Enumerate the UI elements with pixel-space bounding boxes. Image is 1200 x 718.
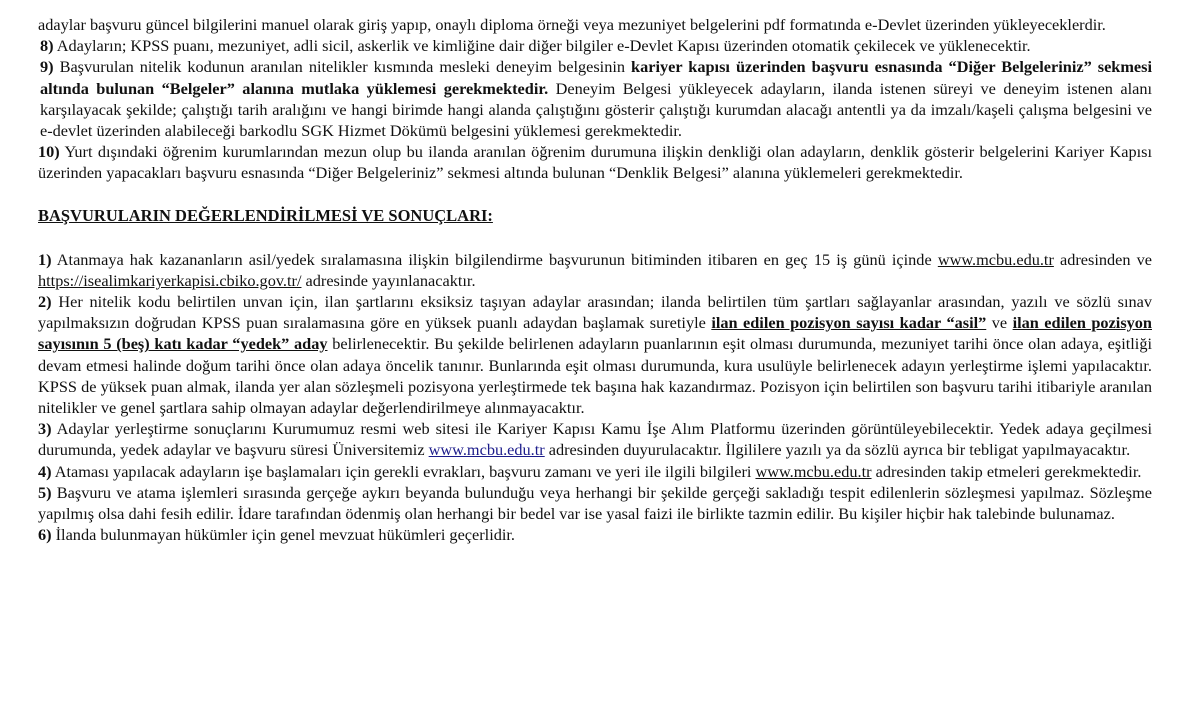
result-1-text: Atanmaya hak kazananların asil/yedek sıralamasına ilişkin bilgilendirme başvurunun bitiminden itibaren en geç 15 iş günü içinde: [51, 249, 938, 269]
result-3-number: 3): [38, 419, 52, 439]
result-3-text: Adaylar yerleştirme sonuçlarını Kurumumuz resmi web sitesi ile Kariyer Kapısı Kamu İşe Alım Platformu üzerinden görüntüleyebilecektir. Yedek adaya geçilmesi durumunda, yedek adaylar ve başvuru süresi Üniversitemiz: [38, 419, 1152, 460]
result-2-text-mid: ve: [986, 313, 1013, 333]
item-10-text: Yurt dışındaki öğrenim kurumlarından mezun olup bu ilanda aranılan öğrenim durumuna ilişkin denkliği olan adayların, denklik gösterir belgelerini Kariyer Kapısı üzerinden yapacakları başvuru esnasında “Diğer Belgeleriniz” sekmesi altında bulunan “Denklik Belgesi” alanına yüklemeleri gerekmektedir.: [38, 142, 1152, 183]
item-9: [38, 56, 1152, 141]
item-8-number: 8): [40, 36, 54, 56]
result-5: [38, 482, 1152, 524]
result-4-text-end: adresinden takip etmeleri gerekmektedir.: [871, 461, 1142, 481]
mcbu-website-link[interactable]: www.mcbu.edu.tr: [937, 249, 1054, 269]
item-9-text-continued: Deneyim Belgesi yükleyecek adayların, ilanda istenen süreyi ve deneyim istenen alanı karşılayacak şekilde; çalıştığı tarih aralığını ve hangi birimde hangi alanda çalıştığını gösterir çalıştığı kurumdan alacağı antentli ya da imzalı/kaşeli çalışma belgesini ve e-devlet üzerinden alabileceği barkodlu SGK Hizmet Dökümü belgesini yüklemesi gerekmektedir.: [40, 78, 1153, 141]
result-1-text-mid: adresinden ve: [1053, 249, 1153, 269]
result-6: [38, 524, 1152, 545]
mcbu-website-link[interactable]: www.mcbu.edu.tr: [428, 440, 545, 460]
kariyer-kapisi-link[interactable]: https://isealimkariyerkapisi.cbiko.gov.tr/: [38, 270, 302, 290]
result-5-text: Başvuru ve atama işlemleri sırasında gerçeğe aykırı beyanda bulunduğu veya herhangi bir şekilde gerçeği sakladığı tespit edilenlerin sözleşmesi yapılmaz. Sözleşme yapılmış olsa dahi fesih edilir. İdare tarafından ödenmiş olan herhangi bir bedel var ise yasal faizi ile birlikte tazmin edilir. Bu kişiler hiçbir hak talebinde bulunamaz.: [38, 482, 1152, 524]
result-4: [38, 461, 1152, 482]
result-2-text-end: belirlenecektir. Bu şekilde belirlenen adayların puanlarının eşit olması durumunda, mezuniyet tarihi önce olan adaya, eşitliği devam etmesi halinde doğum tarihi önce olan adaya öncelik tanınır. Bunlarında eşit olması durumunda, kura usulüyle belirlenecek adayın yerleştirme işlemi yapılacaktır. KPSS de yüksek puan almak, ilanda yer alan sözleşmeli pozisyona yerleştirmede tek başına hak kazandırmaz. Pozisyon için belirtilen son başvuru tarihi itibariyle aranılan nitelikler ve genel şartlara sahip olmayan adaylar değerlendirilmeye alınmayacaktır.: [38, 334, 1152, 418]
result-1-number: 1): [38, 249, 52, 269]
intro-paragraph: [38, 14, 1152, 35]
result-3-text-end: adresinden duyurulacaktır. İlgililere yazılı ya da sözlü ayrıca bir tebligat yapılmayacaktır.: [544, 440, 1131, 460]
item-9-bold-text: kariyer kapısı üzerinden başvuru esnasında “Diğer Belgeleriniz” sekmesi altında bulunan “Belgeler” alanına mutlaka yüklemesi gerekmektedir.: [40, 57, 1153, 98]
result-1-text-end: adresinde yayınlanacaktır.: [301, 270, 476, 290]
result-5-number: 5): [38, 482, 52, 502]
mcbu-website-link[interactable]: www.mcbu.edu.tr: [755, 461, 872, 481]
result-2-number: 2): [38, 292, 52, 312]
item-9-text: Başvurulan nitelik kodunun aranılan nitelikler kısmında mesleki deneyim belgesinin: [53, 57, 632, 77]
result-2-asil-emphasis: ilan edilen pozisyon sayısı kadar “asil”: [711, 313, 987, 333]
result-2-text: Her nitelik kodu belirtilen unvan için, ilan şartlarını eksiksiz taşıyan adaylar arasından; ilanda belirtilen tüm şartları sağlayanlar arasından, yazılı ve sözlü sınav yapılmaksızın doğrudan KPSS puan sıralamasına göre en yüksek puanlı adaydan başlamak suretiyle: [38, 292, 1152, 333]
result-3: [38, 418, 1152, 460]
item-9-number: 9): [40, 57, 54, 77]
section-heading: BAŞVURULARIN DEĞERLENDİRİLMESİ VE SONUÇLARI:: [38, 205, 493, 225]
item-10: [38, 141, 1152, 183]
result-2-yedek-emphasis: ilan edilen pozisyon sayısının 5 (beş) katı kadar “yedek” aday: [38, 313, 1152, 354]
result-6-text: İlanda bulunmayan hükümler için genel mevzuat hükümleri geçerlidir.: [51, 525, 515, 545]
item-8-text: Adayların; KPSS puanı, mezuniyet, adli sicil, askerlik ve kimliğine dair diğer bilgiler e-Devlet Kapısı üzerinden otomatik çekilecek ve yüklenecektir.: [53, 36, 1031, 56]
result-4-text: Ataması yapılacak adayların işe başlamaları için gerekli evrakları, başvuru zamanı ve yeri ile ilgili bilgileri: [51, 461, 756, 481]
result-1: [38, 249, 1152, 291]
item-8: [38, 35, 1152, 56]
result-2: [38, 291, 1152, 418]
intro-text: adaylar başvuru güncel bilgilerini manuel olarak giriş yapıp, onaylı diploma örneği veya mezuniyet belgelerini pdf formatında e-Devlet üzerinden yükleyeceklerdir.: [38, 15, 1106, 34]
result-6-number: 6): [38, 525, 52, 545]
item-10-number: 10): [38, 142, 60, 162]
result-4-number: 4): [38, 461, 52, 481]
